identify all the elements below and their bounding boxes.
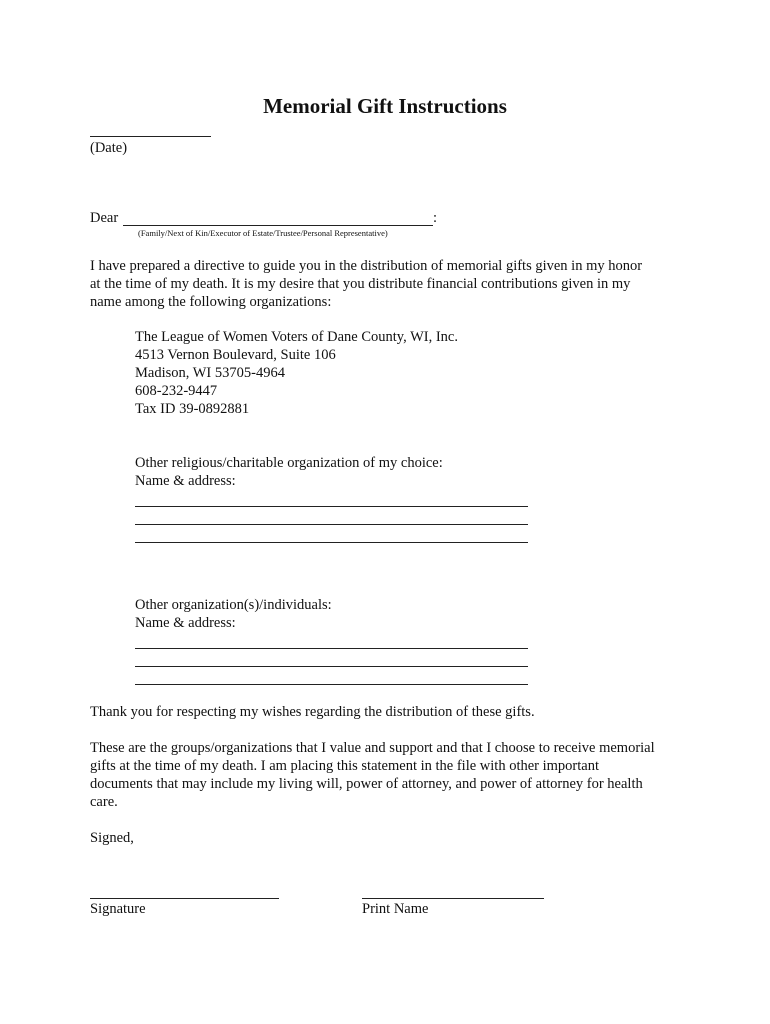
organization-name: The League of Women Voters of Dane County, WI, Inc. <box>135 329 458 345</box>
salutation-colon: : <box>433 210 438 226</box>
intro-line-3: name among the following organizations: <box>90 294 332 310</box>
closing-line-1: These are the groups/organizations that I value and support and that I choose to receive memorial <box>90 740 655 756</box>
organization-street: 4513 Vernon Boulevard, Suite 106 <box>135 347 336 363</box>
date-label: (Date) <box>90 140 128 156</box>
signature-label: Signature <box>90 901 146 917</box>
document-title: Memorial Gift Instructions <box>263 94 507 118</box>
other-individuals-name-label: Name & address: <box>135 615 236 631</box>
other-religious-heading: Other religious/charitable organization of my choice: <box>135 455 443 471</box>
individuals-address-line-1[interactable] <box>135 648 528 649</box>
other-religious-block <box>135 454 443 490</box>
organization-block <box>135 328 458 418</box>
signature-line[interactable] <box>90 898 279 899</box>
recipient-line[interactable] <box>123 225 433 226</box>
religious-address-line-1[interactable] <box>135 506 528 507</box>
intro-line-2: at the time of my death. It is my desire that you distribute financial contributions given in my <box>90 276 631 292</box>
closing-line-2: gifts at the time of my death. I am placing this statement in the file with other important <box>90 758 599 774</box>
signed-text: Signed, <box>90 830 134 846</box>
other-individuals-heading: Other organization(s)/individuals: <box>135 597 332 613</box>
individuals-address-line-2[interactable] <box>135 666 528 667</box>
closing-line-3: documents that may include my living will, power of attorney, and power of attorney for health <box>90 776 643 792</box>
organization-tax-id: Tax ID 39-0892881 <box>135 401 250 417</box>
print-name-line[interactable] <box>362 898 544 899</box>
organization-phone: 608-232-9447 <box>135 383 218 399</box>
recipient-hint: (Family/Next of Kin/Executor of Estate/Trustee/Personal Representative) <box>138 228 388 238</box>
organization-city: Madison, WI 53705-4964 <box>135 365 285 381</box>
individuals-address-line-3[interactable] <box>135 684 528 685</box>
date-line[interactable] <box>90 136 211 137</box>
intro-line-1: I have prepared a directive to guide you in the distribution of memorial gifts given in my honor <box>90 258 643 274</box>
other-individuals-block <box>135 596 332 632</box>
salutation: Dear <box>90 210 119 226</box>
thanks-text: Thank you for respecting my wishes regarding the distribution of these gifts. <box>90 704 535 720</box>
print-name-label: Print Name <box>362 901 429 917</box>
religious-address-line-3[interactable] <box>135 542 528 543</box>
religious-address-line-2[interactable] <box>135 524 528 525</box>
closing-line-4: care. <box>90 794 118 810</box>
other-religious-name-label: Name & address: <box>135 473 236 489</box>
